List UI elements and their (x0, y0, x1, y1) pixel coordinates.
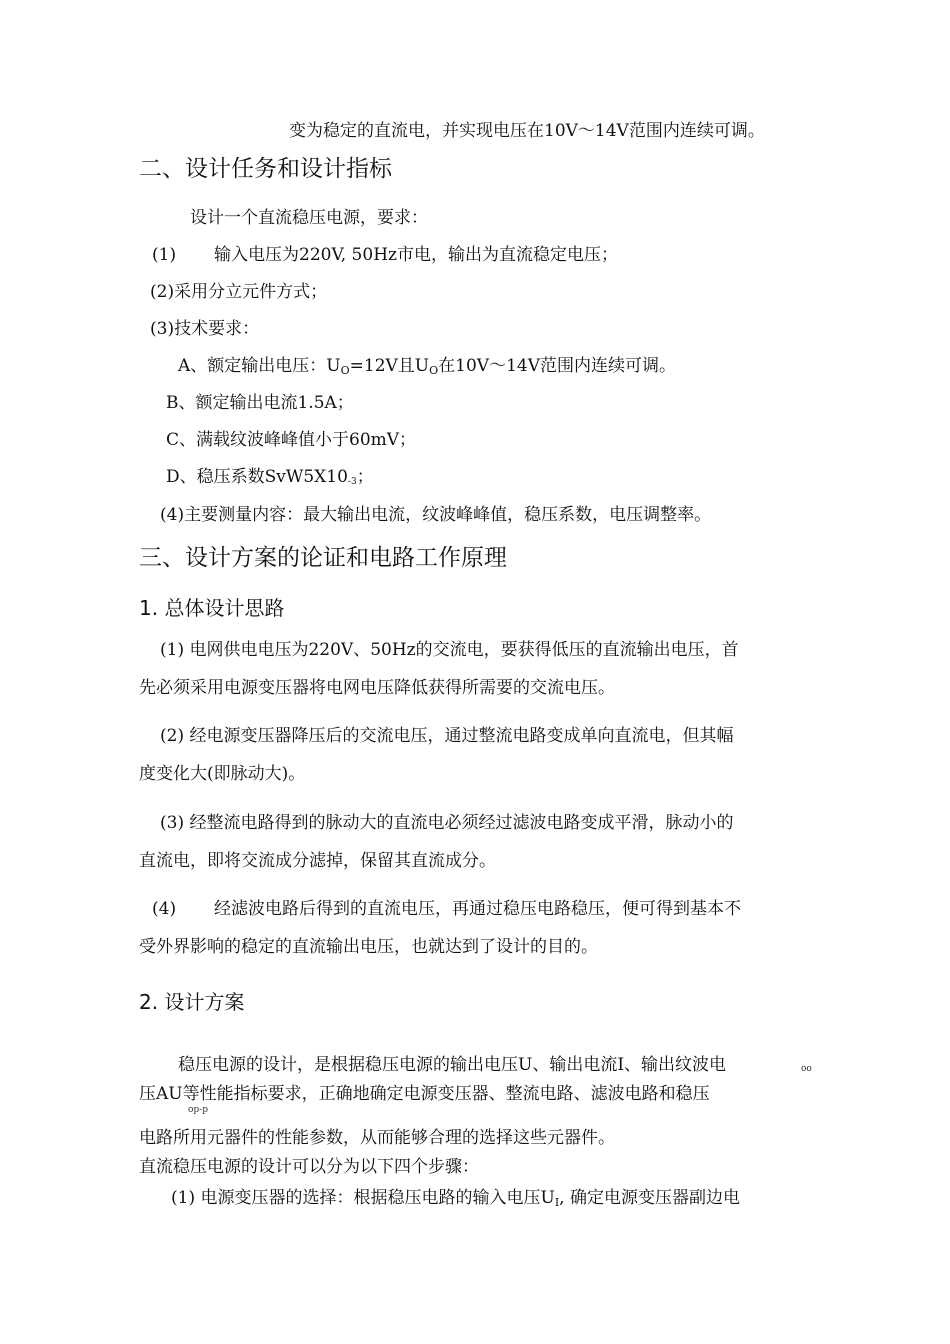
text-fragment: (1) 电源变压器的选择：根据稳压电路的输入电压U (171, 1188, 555, 1208)
text-line: 输入电压为220V, 50Hz市电，输出为直流稳定电压； (214, 245, 618, 265)
text-line: 直流电，即将交流成分滤掉，保留其直流成分。 (139, 851, 496, 871)
text-fragment: D、稳压系数SvW5X10 (166, 467, 348, 487)
text-line: (2)采用分立元件方式； (150, 282, 328, 302)
text-line: (2) 经电源变压器降压后的交流电压，通过整流电路变成单向直流电，但其幅 (160, 726, 734, 746)
text-line: (3) 经整流电路得到的脉动大的直流电必须经过滤波电路变成平滑，脉动小的 (160, 813, 734, 833)
text-line (171, 1186, 740, 1215)
text-line: 度变化大(即脉动大)。 (139, 764, 306, 784)
text-fragment: 在10V〜14V范围内连续可调。 (438, 356, 676, 376)
subscript: O (429, 364, 439, 377)
text-line: 压AU等性能指标要求，正确地确定电源变压器、整流电路、滤波电路和稳压 (139, 1084, 710, 1104)
text-line: 设计一个直流稳压电源，要求： (190, 208, 428, 228)
text-line: (3)技术要求： (150, 319, 260, 339)
text-line: C、满载纹波峰峰值小于60mV； (166, 430, 417, 450)
subsection-heading: 1. 总体设计思路 (139, 596, 285, 620)
small-annotation: oo (801, 1064, 812, 1074)
small-annotation: op-p (188, 1105, 208, 1115)
text-line: 经滤波电路后得到的直流电压，再通过稳压电路稳压，便可得到基本不 (214, 899, 741, 919)
superscript: -3 (347, 477, 357, 487)
list-number: (1) (152, 245, 177, 265)
text-line: (4)主要测量内容：最大输出电流，纹波峰峰值，稳压系数，电压调整率。 (160, 505, 712, 525)
text-fragment: , 确定电源变压器副边电 (559, 1188, 740, 1208)
text-fragment: ； (356, 467, 374, 487)
text-line (166, 465, 374, 494)
text-line: 电路所用元器件的性能参数，从而能够合理的选择这些元器件。 (139, 1128, 615, 1148)
text-line: 受外界影响的稳定的直流输出电压，也就达到了设计的目的。 (139, 937, 598, 957)
subscript: I (554, 1196, 560, 1209)
subscript: O (340, 364, 350, 377)
text-fragment: =12V且U (349, 356, 430, 376)
text-line: 先必须采用电源变压器将电网电压降低获得所需要的交流电压。 (139, 678, 615, 698)
text-line (178, 354, 676, 383)
list-number: (4) (152, 899, 177, 919)
section-heading: 三、设计方案的论证和电路工作原理 (139, 545, 507, 571)
text-line: 稳压电源的设计，是根据稳压电源的输出电压U、输出电流I、输出纹波电 (178, 1055, 727, 1075)
text-fragment: A、额定输出电压：U (178, 356, 341, 376)
text-line: (1) 电网供电电压为220V、50Hz的交流电，要获得低压的直流输出电压，首 (160, 640, 739, 660)
text-line: 变为稳定的直流电，并实现电压在10V〜14V范围内连续可调。 (289, 121, 765, 141)
section-heading: 二、设计任务和设计指标 (139, 156, 392, 182)
subsection-heading: 2. 设计方案 (139, 990, 245, 1014)
text-line: 直流稳压电源的设计可以分为以下四个步骤： (139, 1157, 479, 1177)
text-line: B、额定输出电流1.5A； (166, 393, 354, 413)
